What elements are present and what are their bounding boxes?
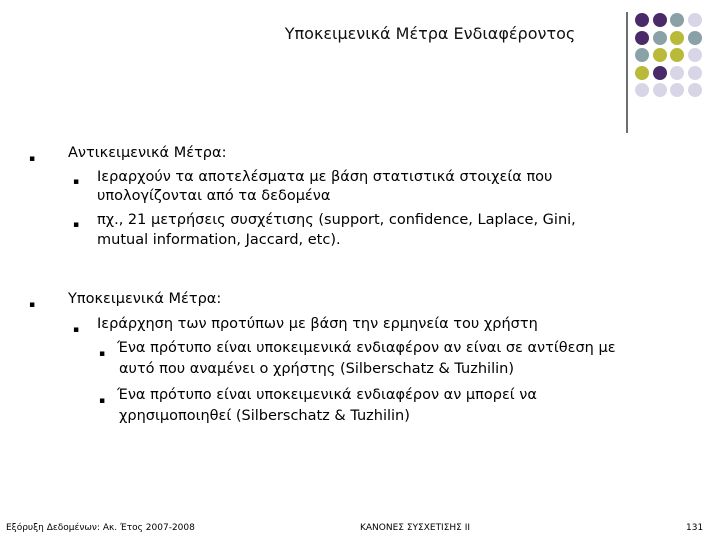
- subjective-heading: Υποκειμενικά Μέτρα:: [68, 291, 222, 307]
- footer-course: Εξόρυξη Δεδομένων: Ακ. Έτος 2007-2008: [6, 523, 195, 533]
- bullet-square: ▪: [99, 349, 106, 359]
- page-number: 131: [686, 523, 704, 533]
- bullet-square: ▪: [73, 220, 80, 230]
- bullet-square: ▪: [73, 325, 80, 335]
- subjective-item: Ιεράρχηση των προτύπων με βάση την ερμηνεία του χρήστη: [97, 316, 538, 332]
- subjective-subitem-1-line2: αυτό που αναμένει ο χρήστης (Silberschatz & Tuzhilin): [119, 361, 514, 377]
- subjective-subitem-1-line1: Ένα πρότυπο είναι υποκειμενικά ενδιαφέρον αν είναι σε αντίθεση με: [117, 340, 616, 356]
- subjective-subitem-2-line2: χρησιμοποιηθεί (Silberschatz & Tuzhilin): [119, 408, 410, 424]
- bullet-square: ▪: [99, 396, 106, 406]
- slide-title: Υποκειμενικά Μέτρα Ενδιαφέροντος: [284, 24, 576, 43]
- objective-item-2-line2: mutual information, Jaccard, etc).: [97, 232, 341, 248]
- objective-item-1-line2: υπολογίζονται από τα δεδομένα: [97, 188, 331, 204]
- bullet-square: ▪: [29, 300, 36, 310]
- footer-chapter: ΚΑΝΟΝΕΣ ΣΥΣΧΕΤΙΣΗΣ ΙΙ: [360, 523, 471, 533]
- subjective-subitem-2-line1: Ένα πρότυπο είναι υποκειμενικά ενδιαφέρον αν μπορεί να: [117, 387, 537, 403]
- bullet-square: ▪: [73, 177, 80, 187]
- objective-heading: Αντικειμενικά Μέτρα:: [68, 145, 227, 161]
- objective-item-2-line1: πχ., 21 μετρήσεις συσχέτισης (support, confidence, Laplace, Gini,: [97, 212, 576, 228]
- objective-item-1-line1: Ιεραρχούν τα αποτελέσματα με βάση στατιστικά στοιχεία που: [97, 169, 553, 185]
- bullet-square: ▪: [29, 154, 36, 164]
